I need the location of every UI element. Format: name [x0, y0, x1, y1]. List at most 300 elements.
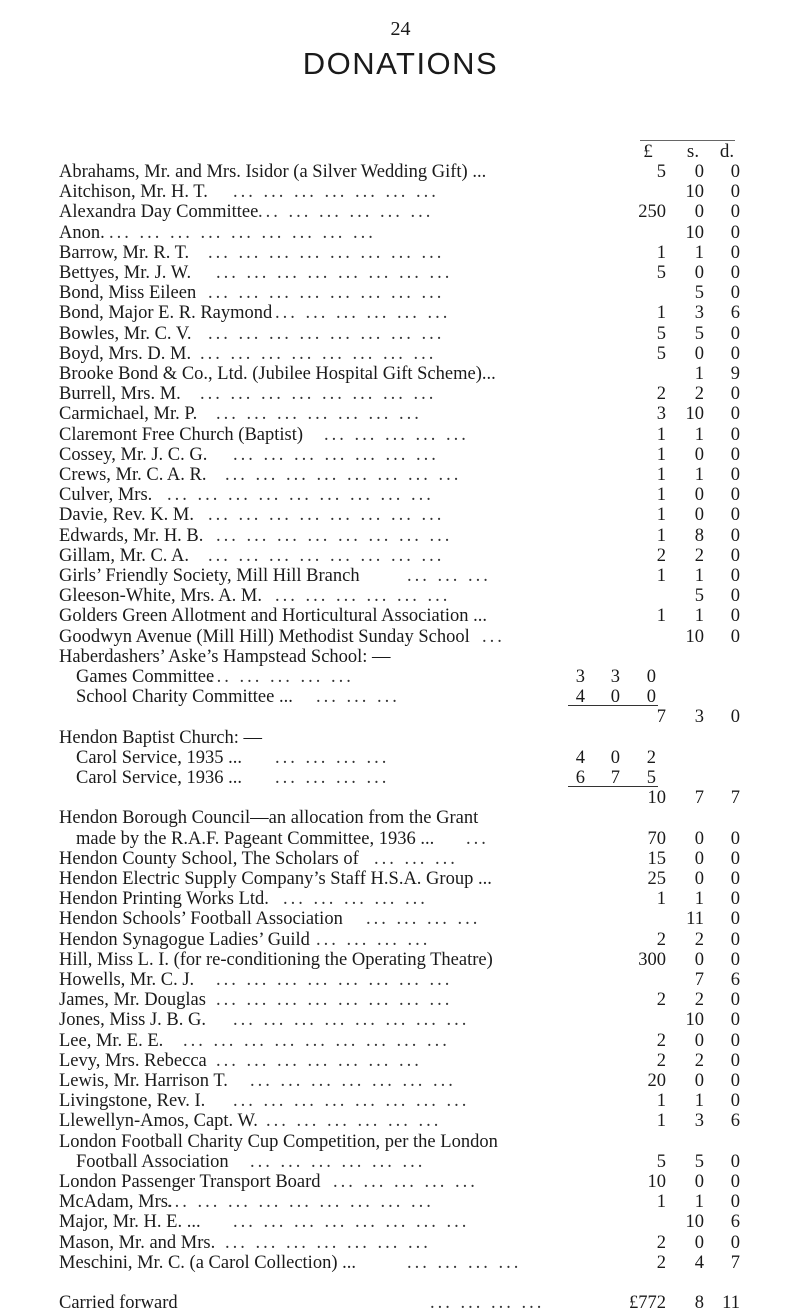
amount-pence: 0 [730, 222, 740, 243]
donor-name: Meschini, Mr. C. (a Carol Collection) ... [59, 1252, 356, 1273]
donor-name: Crews, Mr. C. A. R. [59, 465, 207, 485]
donor-name: Hendon Electric Supply Company’s Staff H.S.A. Group ... [59, 869, 492, 889]
amount-pounds: 1 [656, 1111, 666, 1132]
donor-name: Aitchison, Mr. H. T. [59, 182, 208, 203]
amount-shillings: 5 [694, 323, 704, 344]
amount-pence: 0 [730, 889, 740, 910]
donor-name: Hendon Schools’ Football Association [59, 909, 343, 930]
shillings-column-head: s. [686, 141, 700, 162]
sub-pounds-value: 3 [575, 667, 585, 687]
sub-pence-value: 0 [646, 667, 656, 687]
donation-row [0, 1031, 801, 1051]
amount-pounds: 2 [656, 1232, 666, 1253]
amount-pounds: 10 [647, 788, 666, 809]
amount-shillings: 10 [685, 222, 704, 243]
donor-name: Hendon Borough Council—an allocation from the Grant [59, 808, 479, 829]
amount-shillings: 3 [694, 1111, 704, 1132]
dot-leaders: ... ... ... ... [275, 768, 390, 788]
donor-name: Edwards, Mr. H. B. [59, 525, 204, 546]
dot-leaders: ... ... ... ... ... ... [258, 202, 434, 223]
dot-leaders: ... ... ... [374, 848, 458, 869]
amount-pounds: 5 [656, 343, 666, 364]
donation-row [0, 546, 801, 566]
sub-pence-value: 2 [646, 747, 656, 768]
donor-name: James, Mr. Douglas [59, 990, 206, 1011]
amount-pounds: 1 [656, 889, 666, 910]
dot-leaders: ... ... ... ... ... [333, 1172, 478, 1192]
amount-pounds: 2 [656, 990, 666, 1011]
donation-row [0, 1111, 801, 1131]
donation-row [0, 707, 801, 727]
donor-name: Hendon Printing Works Ltd. [59, 889, 269, 910]
amount-pence: 0 [730, 1232, 740, 1253]
donation-row [0, 1212, 801, 1232]
donor-name: Levy, Mrs. Rebecca [59, 1050, 207, 1071]
donor-name: made by the R.A.F. Pageant Committee, 1936 ... [76, 828, 435, 849]
sub-pence-value: 5 [646, 768, 656, 788]
donation-row [0, 647, 801, 667]
amount-pounds: 10 [647, 1172, 666, 1192]
amount-pounds: 70 [647, 828, 666, 849]
donation-row [0, 566, 801, 586]
donor-name: Bond, Miss Eileen [59, 283, 197, 304]
amount-shillings: 0 [694, 828, 704, 849]
amount-shillings: 2 [694, 1050, 704, 1071]
donation-row [0, 162, 801, 182]
amount-shillings: 1 [694, 1091, 704, 1112]
donor-name: Livingstone, Rev. I. [59, 1091, 206, 1112]
amount-pounds: 1 [656, 485, 666, 506]
amount-shillings: 0 [694, 162, 704, 182]
dot-leaders: ... ... ... ... [407, 1252, 522, 1273]
amount-pounds: 15 [647, 848, 666, 869]
donation-row [0, 930, 801, 950]
amount-pence: 0 [730, 162, 740, 182]
dot-leaders: ... ... ... ... ... ... ... ... [208, 242, 445, 263]
donation-row [0, 223, 801, 243]
donor-name: Brooke Bond & Co., Ltd. (Jubilee Hospital Gift Scheme)... [59, 364, 496, 384]
amount-pounds: 300 [638, 949, 666, 970]
dot-leaders: ... [466, 828, 489, 849]
amount-pounds: 1 [656, 505, 666, 526]
amount-pence: 6 [730, 303, 740, 324]
donor-name: Major, Mr. H. E. ... [59, 1212, 201, 1233]
amount-pence: 6 [730, 970, 740, 990]
dot-leaders: ... ... ... ... ... ... ... ... [216, 970, 453, 990]
donation-row [0, 990, 801, 1010]
donor-name: School Charity Committee ... [76, 687, 293, 708]
amount-pounds: 1 [656, 1091, 666, 1112]
amount-shillings: 1 [694, 465, 704, 485]
amount-shillings: 8 [694, 525, 704, 546]
amount-pence: 0 [730, 485, 740, 506]
amount-shillings: 0 [694, 444, 704, 465]
donor-name: Jones, Miss J. B. G. [59, 1010, 206, 1031]
amount-pence: 0 [730, 404, 740, 425]
amount-pounds: 1 [656, 566, 666, 586]
donor-name: Hendon Baptist Church: — [59, 727, 262, 748]
carried-forward-pence: 11 [722, 1293, 740, 1313]
donation-row [0, 627, 801, 647]
amount-shillings: 11 [686, 909, 704, 930]
dot-leaders: ... ... ... ... ... ... [275, 586, 451, 607]
dot-leaders: ... ... ... ... ... ... ... [250, 1071, 456, 1091]
donation-row [0, 606, 801, 626]
donation-row [0, 889, 801, 909]
amount-pounds: 25 [647, 869, 666, 889]
dot-leaders: ... ... ... ... ... ... ... ... [233, 1212, 470, 1233]
amount-shillings: 0 [694, 1232, 704, 1253]
dot-leaders: ... ... ... ... ... [324, 424, 469, 445]
amount-pence: 0 [730, 1151, 740, 1172]
amount-pounds: 5 [656, 263, 666, 283]
amount-pence: 0 [730, 848, 740, 869]
donation-row [0, 950, 801, 970]
donor-name: Bond, Major E. R. Raymond [59, 303, 273, 324]
donor-name: London Football Charity Cup Competition, per the London [59, 1131, 498, 1152]
donor-name: Alexandra Day Committee [59, 202, 259, 223]
amount-shillings: 0 [694, 1172, 704, 1192]
amount-shillings: 0 [694, 202, 704, 223]
amount-pence: 0 [730, 869, 740, 889]
amount-pence: 0 [730, 465, 740, 485]
amount-pence: 7 [730, 1252, 740, 1273]
dot-leaders: ... ... ... ... [316, 929, 431, 950]
carried-forward-leaders: ... ... ... ... [430, 1293, 545, 1313]
amount-pence: 0 [730, 505, 740, 526]
donation-row [0, 687, 801, 707]
amount-pence: 0 [730, 626, 740, 647]
donation-row [0, 586, 801, 606]
dot-leaders: ... ... ... ... ... ... [275, 303, 451, 324]
dot-leaders: ... ... ... ... ... [283, 889, 428, 910]
page-number: 24 [390, 18, 411, 40]
donor-name: Carmichael, Mr. P. [59, 404, 198, 425]
dot-leaders: ... ... ... ... ... ... ... ... [233, 1091, 470, 1112]
donation-row [0, 404, 801, 424]
donation-row [0, 728, 801, 748]
dot-leaders: ... ... ... ... ... ... ... ... [200, 343, 437, 364]
dot-leaders: ... ... ... ... ... ... ... ... ... [109, 222, 376, 243]
amount-shillings: 10 [685, 404, 704, 425]
amount-pounds: 1 [656, 525, 666, 546]
amount-shillings: 1 [694, 889, 704, 910]
amount-pence: 0 [730, 343, 740, 364]
amount-pounds: 7 [656, 707, 666, 728]
donor-name: Llewellyn-Amos, Capt. W. [59, 1111, 258, 1132]
amount-pounds: 1 [656, 1192, 666, 1213]
amount-pounds: 1 [656, 303, 666, 324]
amount-pounds: 2 [656, 1050, 666, 1071]
donation-row [0, 808, 801, 828]
donation-row [0, 485, 801, 505]
amount-shillings: 3 [694, 707, 704, 728]
donation-row [0, 344, 801, 364]
donor-name: Lee, Mr. E. E. [59, 1030, 164, 1051]
dot-leaders: ... ... ... ... ... ... ... [216, 1050, 422, 1071]
donor-name: Gillam, Mr. C. A. [59, 545, 190, 566]
donation-row [0, 1172, 801, 1192]
amount-shillings: 4 [694, 1252, 704, 1273]
sub-shillings-value: 0 [610, 747, 620, 768]
pence-column-head: d. [719, 141, 735, 162]
donation-row [0, 243, 801, 263]
dot-leaders: ... ... ... ... [275, 747, 390, 768]
donor-name: Anon. [59, 222, 105, 243]
amount-pounds: 1 [656, 444, 666, 465]
dot-leaders: ... ... ... [407, 566, 491, 586]
amount-pence: 0 [730, 1071, 740, 1091]
amount-shillings: 1 [694, 566, 704, 586]
amount-pounds: 2 [656, 929, 666, 950]
amount-pounds: 3 [656, 404, 666, 425]
donation-row [0, 1192, 801, 1212]
dot-leaders: ... ... ... ... ... ... ... ... [216, 990, 453, 1011]
donor-name: London Passenger Transport Board [59, 1172, 321, 1192]
amount-pounds: 5 [656, 1151, 666, 1172]
amount-pounds: 20 [647, 1071, 666, 1091]
donor-name: Carol Service, 1935 ... [76, 747, 242, 768]
donation-row [0, 182, 801, 202]
donation-row [0, 1132, 801, 1152]
sub-pence-value: 0 [646, 687, 656, 708]
amount-pence: 0 [730, 1010, 740, 1031]
sub-shillings-value: 7 [610, 768, 620, 788]
dot-leaders: ... ... ... ... ... ... ... ... [233, 1010, 470, 1031]
amount-pence: 0 [730, 606, 740, 627]
donation-row [0, 748, 801, 768]
dot-leaders: ... ... ... ... ... ... ... ... [200, 384, 437, 405]
dot-leaders: ... ... ... ... ... ... ... ... [208, 505, 445, 526]
amount-shillings: 1 [694, 606, 704, 627]
dot-leaders: ... ... ... ... ... ... ... ... [216, 263, 453, 283]
amount-shillings: 2 [694, 929, 704, 950]
amount-shillings: 5 [694, 283, 704, 304]
carried-forward-row [0, 1293, 801, 1313]
donation-row [0, 445, 801, 465]
dot-leaders: ... ... ... ... ... ... ... [233, 444, 439, 465]
donor-name: Abrahams, Mr. and Mrs. Isidor (a Silver Wedding Gift) ... [59, 162, 487, 182]
amount-pence: 0 [730, 566, 740, 586]
amount-shillings: 5 [694, 586, 704, 607]
donor-name: Hendon County School, The Scholars of [59, 848, 359, 869]
donation-row [0, 1152, 801, 1172]
amount-shillings: 2 [694, 384, 704, 405]
donor-name: Bettyes, Mr. J. W. [59, 263, 192, 283]
donation-row [0, 263, 801, 283]
dot-leaders: ... ... ... ... ... ... ... ... [208, 323, 445, 344]
amount-shillings: 10 [685, 1010, 704, 1031]
dot-leaders: ... ... ... ... ... ... ... ... ... [167, 485, 434, 506]
amount-pence: 0 [730, 384, 740, 405]
dot-leaders: ... ... ... ... ... ... ... ... ... [183, 1030, 450, 1051]
donor-name: Bowles, Mr. C. V. [59, 323, 192, 344]
dot-leaders: ... ... ... ... [366, 909, 481, 930]
donor-name: Goodwyn Avenue (Mill Hill) Methodist Sunday School [59, 626, 470, 647]
donation-row [0, 1051, 801, 1071]
amount-shillings: 1 [694, 424, 704, 445]
donor-name: Games Committee [76, 667, 215, 687]
amount-pounds: 5 [656, 323, 666, 344]
amount-pounds: 1 [656, 606, 666, 627]
donor-name: Gleeson-White, Mrs. A. M. [59, 586, 262, 607]
donation-row [0, 283, 801, 303]
amount-pence: 0 [730, 323, 740, 344]
amount-shillings: 0 [694, 1071, 704, 1091]
amount-pence: 0 [730, 828, 740, 849]
amount-pence: 0 [730, 444, 740, 465]
amount-pence: 0 [730, 182, 740, 203]
amount-pence: 6 [730, 1111, 740, 1132]
sub-pounds-value: 4 [575, 687, 585, 708]
amount-pence: 0 [730, 1192, 740, 1213]
donation-row [0, 505, 801, 525]
amount-pounds: 2 [656, 1030, 666, 1051]
amount-shillings: 0 [694, 869, 704, 889]
donor-name: Boyd, Mrs. D. M. [59, 343, 192, 364]
donor-name: Davie, Rev. K. M. [59, 505, 194, 526]
donation-row [0, 849, 801, 869]
amount-pence: 0 [730, 929, 740, 950]
amount-shillings: 1 [694, 242, 704, 263]
amount-shillings: 0 [694, 263, 704, 283]
dot-leaders: ... ... ... ... ... ... ... ... [225, 465, 462, 485]
amount-pence: 0 [730, 949, 740, 970]
donation-row [0, 303, 801, 323]
amount-pounds: 1 [656, 465, 666, 485]
donation-row [0, 324, 801, 344]
amount-pence: 0 [730, 586, 740, 607]
donation-row [0, 788, 801, 808]
donor-name: Girls’ Friendly Society, Mill Hill Branch [59, 566, 360, 586]
amount-shillings: 7 [694, 970, 704, 990]
amount-pounds: 2 [656, 384, 666, 405]
donor-name: McAdam, Mrs. [59, 1192, 173, 1213]
amount-pence: 0 [730, 1050, 740, 1071]
sub-pounds-value: 6 [575, 768, 585, 788]
amount-pence: 0 [730, 263, 740, 283]
amount-pounds: 1 [656, 242, 666, 263]
carried-forward-shillings: 8 [694, 1293, 704, 1313]
dot-leaders: ... ... ... ... ... ... [250, 1151, 426, 1172]
donor-name: Golders Green Allotment and Horticultural Association ... [59, 606, 487, 627]
donation-row [0, 526, 801, 546]
amount-shillings: 2 [694, 545, 704, 566]
donation-row [0, 1071, 801, 1091]
amount-shillings: 0 [694, 949, 704, 970]
amount-shillings: 1 [694, 1192, 704, 1213]
amount-shillings: 0 [694, 505, 704, 526]
carried-forward-pounds: £772 [629, 1293, 666, 1313]
amount-shillings: 10 [685, 182, 704, 203]
donation-row [0, 869, 801, 889]
donor-name: Hendon Synagogue Ladies’ Guild [59, 929, 310, 950]
amount-pence: 0 [730, 990, 740, 1011]
amount-pence: 0 [730, 242, 740, 263]
amount-shillings: 1 [694, 364, 704, 384]
amount-pounds: 1 [656, 424, 666, 445]
sub-shillings-value: 3 [610, 667, 620, 687]
donation-row [0, 1010, 801, 1030]
page-title: DONATIONS [302, 46, 499, 81]
donation-row [0, 768, 801, 788]
donation-row [0, 425, 801, 445]
donor-name: Cossey, Mr. J. C. G. [59, 444, 208, 465]
donation-row [0, 202, 801, 222]
donor-name: Hill, Miss L. I. (for re-conditioning the Operating Theatre) [59, 949, 493, 970]
donor-name: Claremont Free Church (Baptist) [59, 424, 304, 445]
amount-pence: 0 [730, 283, 740, 304]
amount-pounds: 2 [656, 1252, 666, 1273]
subtotal-rule [568, 786, 658, 787]
donation-row [0, 364, 801, 384]
amount-shillings: 0 [694, 485, 704, 506]
carried-forward-label: Carried forward [59, 1293, 178, 1313]
amount-pence: 6 [730, 1212, 740, 1233]
pounds-column-head: £ [643, 141, 653, 162]
amount-pence: 0 [730, 424, 740, 445]
amount-pounds: 250 [638, 202, 666, 223]
amount-pence: 0 [730, 707, 740, 728]
dot-leaders: ... ... ... ... ... ... ... [216, 404, 422, 425]
amount-pence: 0 [730, 525, 740, 546]
dot-leaders: ... ... ... ... ... ... ... ... ... [167, 1192, 434, 1213]
dot-leaders: ... ... ... ... ... ... ... ... [216, 525, 453, 546]
amount-pence: 7 [730, 788, 740, 809]
amount-shillings: 5 [694, 1151, 704, 1172]
amount-pounds: 2 [656, 545, 666, 566]
amount-shillings: 0 [694, 343, 704, 364]
sub-shillings-value: 0 [610, 687, 620, 708]
donor-name: Burrell, Mrs. M. [59, 384, 181, 405]
donor-name: Howells, Mr. C. J. [59, 970, 195, 990]
amount-shillings: 2 [694, 990, 704, 1011]
donor-name: Mason, Mr. and Mrs. [59, 1232, 216, 1253]
donor-name: Barrow, Mr. R. T. [59, 242, 190, 263]
amount-pence: 0 [730, 1172, 740, 1192]
amount-pence: 0 [730, 545, 740, 566]
donation-row [0, 384, 801, 404]
amount-pounds: 5 [656, 162, 666, 182]
donation-row [0, 970, 801, 990]
amount-shillings: 10 [685, 626, 704, 647]
donation-row [0, 465, 801, 485]
amount-shillings: 10 [685, 1212, 704, 1233]
donation-row [0, 667, 801, 687]
amount-shillings: 0 [694, 848, 704, 869]
dot-leaders: ... ... ... ... ... ... ... [225, 1232, 431, 1253]
subtotal-rule [568, 705, 658, 706]
dot-leaders: ... ... ... ... ... ... ... ... [208, 283, 445, 304]
sub-pounds-value: 4 [575, 747, 585, 768]
amount-pence: 0 [730, 909, 740, 930]
amount-pence: 0 [730, 1030, 740, 1051]
amount-shillings: 7 [694, 788, 704, 809]
amount-shillings: 3 [694, 303, 704, 324]
amount-pence: 0 [730, 202, 740, 223]
donation-row [0, 1233, 801, 1253]
amount-pence: 0 [730, 1091, 740, 1112]
dot-leaders: ... [482, 626, 505, 647]
donor-name: Culver, Mrs. [59, 485, 153, 506]
dot-leaders: ... ... ... ... ... [209, 667, 354, 687]
dot-leaders: ... ... ... [316, 687, 400, 708]
amount-shillings: 0 [694, 1030, 704, 1051]
dot-leaders: ... ... ... ... ... ... [266, 1111, 442, 1132]
donation-row [0, 1253, 801, 1273]
donor-name: Haberdashers’ Aske’s Hampstead School: — [59, 646, 391, 667]
donor-name: Football Association [76, 1151, 229, 1172]
